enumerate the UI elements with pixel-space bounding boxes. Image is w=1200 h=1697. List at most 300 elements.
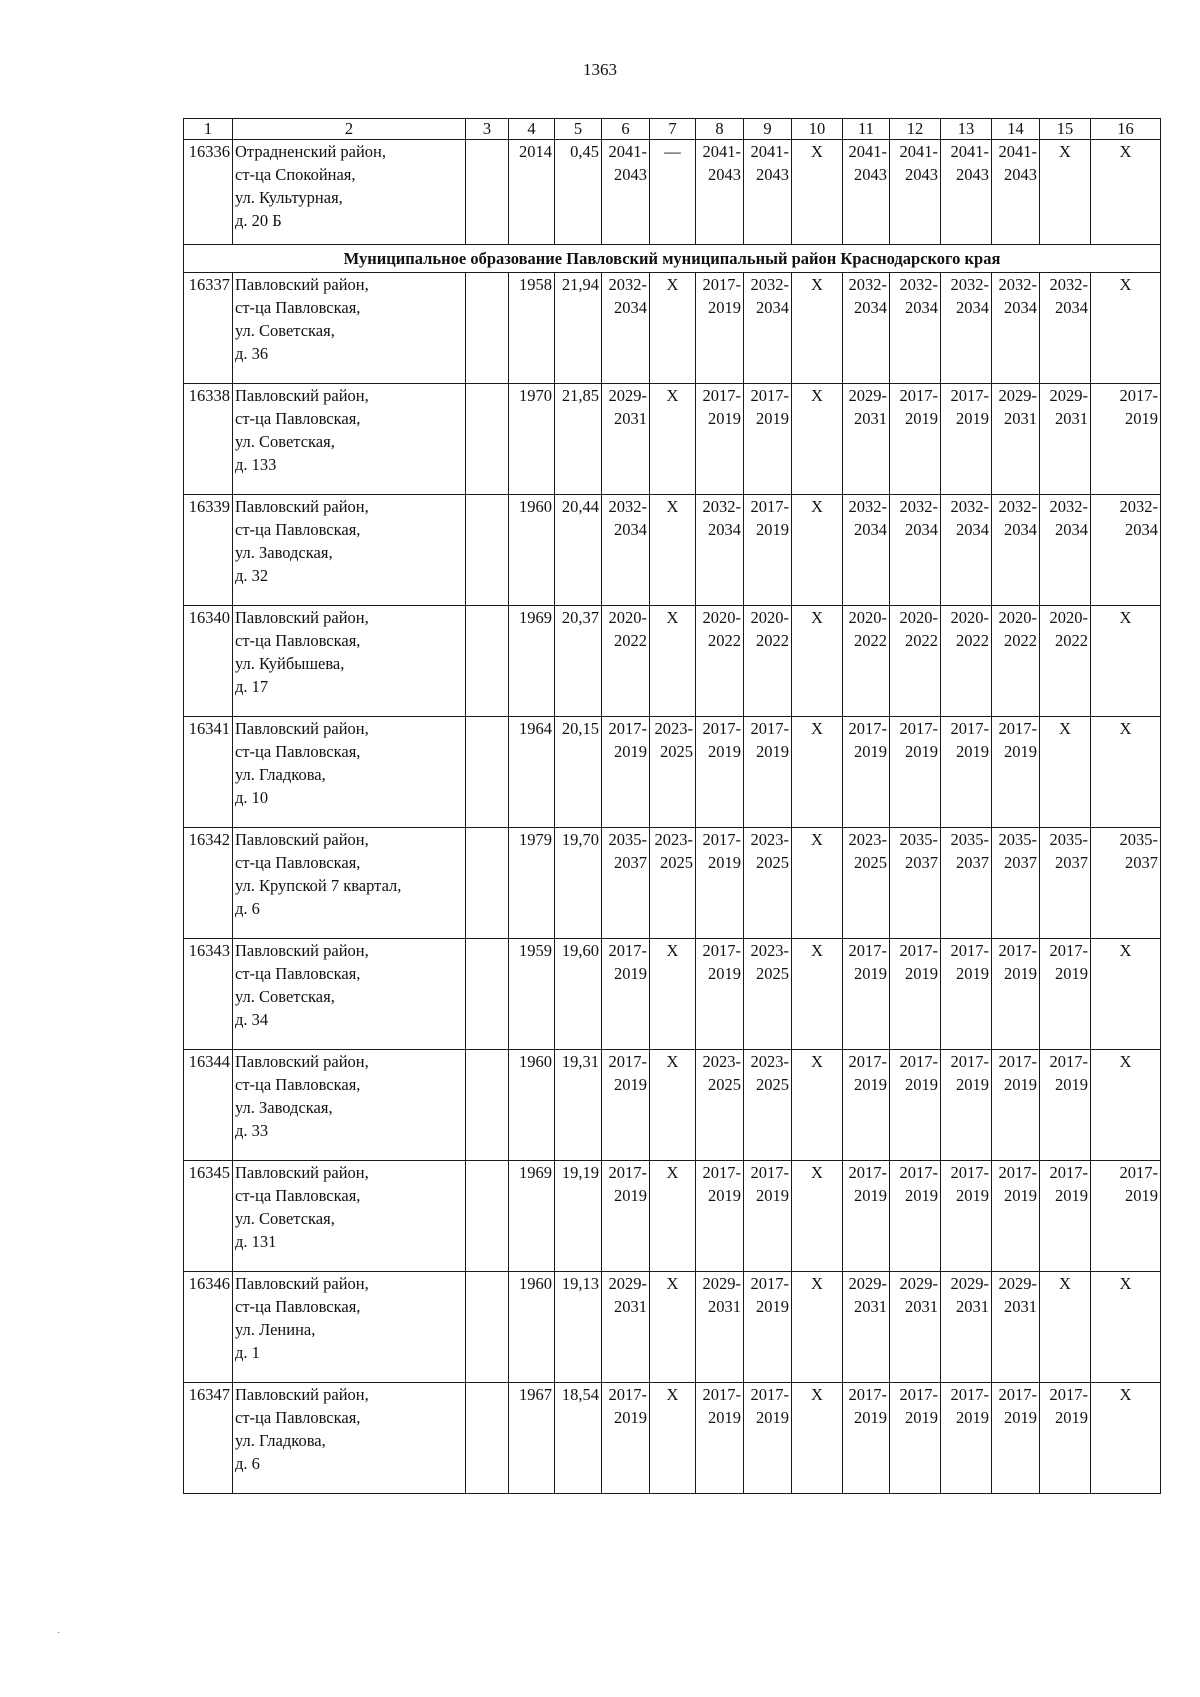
column-3-cell [466, 1383, 509, 1494]
period-line: X [666, 608, 679, 627]
address-line: ул. Заводская, [235, 543, 333, 562]
period-cell [744, 717, 792, 828]
row-number: 16344 [184, 1050, 233, 1161]
period-cell [744, 939, 792, 1050]
period-line: 2034 [756, 298, 789, 317]
period-line: 2019 [854, 1408, 887, 1427]
period-cell [1091, 1050, 1161, 1161]
period-cell [992, 606, 1040, 717]
period-line: 2025 [660, 742, 693, 761]
column-header: 7 [650, 119, 696, 140]
row-number: 16336 [184, 140, 233, 245]
period-cell [941, 828, 992, 939]
row-number: 16343 [184, 939, 233, 1050]
period-cell [1040, 717, 1091, 828]
period-line: 2017- [950, 386, 989, 405]
period-line: 2043 [614, 165, 647, 184]
column-header: 5 [555, 119, 602, 140]
period-line: 2019 [756, 1408, 789, 1427]
period-line: X [666, 1163, 679, 1182]
period-cell [1040, 140, 1091, 245]
period-cell [602, 495, 650, 606]
period-line: 2043 [905, 165, 938, 184]
period-cell [744, 495, 792, 606]
period-line: 2017- [848, 719, 887, 738]
period-line: 2023- [750, 1052, 789, 1071]
year-cell: 1979 [509, 828, 555, 939]
period-cell [1091, 273, 1161, 384]
year-cell: 1964 [509, 717, 555, 828]
address-line: ул. Советская, [235, 321, 335, 340]
table-row [184, 273, 1161, 384]
period-cell [941, 717, 992, 828]
address-line: ул. Заводская, [235, 1098, 333, 1117]
address-line: Павловский район, [235, 497, 369, 516]
year-cell: 1960 [509, 1272, 555, 1383]
period-cell [650, 1050, 696, 1161]
period-cell [650, 273, 696, 384]
period-line: 2034 [956, 520, 989, 539]
period-line: 2031 [1055, 409, 1088, 428]
period-cell [992, 828, 1040, 939]
period-line: 2035- [1119, 830, 1158, 849]
period-line: X [1119, 719, 1132, 738]
period-line: 2035- [1049, 830, 1088, 849]
period-cell [792, 273, 843, 384]
column-header: 16 [1091, 119, 1161, 140]
period-line: 2019 [756, 1297, 789, 1316]
period-line: X [1119, 1385, 1132, 1404]
table-row [184, 1272, 1161, 1383]
period-cell [650, 384, 696, 495]
value-cell: 21,85 [555, 384, 602, 495]
period-line: 2032- [998, 275, 1037, 294]
period-cell [890, 828, 941, 939]
period-cell [890, 140, 941, 245]
period-cell [744, 606, 792, 717]
period-line: 2032- [899, 275, 938, 294]
period-cell [602, 1383, 650, 1494]
period-line: 2017- [702, 386, 741, 405]
period-cell [792, 1161, 843, 1272]
address-line: Павловский район, [235, 608, 369, 627]
year-cell: 1967 [509, 1383, 555, 1494]
period-line: 2019 [1004, 1186, 1037, 1205]
value-cell: 19,70 [555, 828, 602, 939]
address-line: ст-ца Павловская, [235, 1075, 361, 1094]
period-line: 2017- [848, 941, 887, 960]
period-cell [744, 1161, 792, 1272]
period-cell [843, 1161, 890, 1272]
period-cell [1091, 140, 1161, 245]
period-cell [602, 384, 650, 495]
period-line: 2034 [1055, 298, 1088, 317]
row-number: 16337 [184, 273, 233, 384]
period-line: 2032- [950, 497, 989, 516]
row-number: 16342 [184, 828, 233, 939]
value-cell: 20,37 [555, 606, 602, 717]
register-table [183, 118, 1161, 1494]
address-line: ст-ца Павловская, [235, 520, 361, 539]
period-line: 2019 [1004, 1408, 1037, 1427]
period-cell [890, 717, 941, 828]
period-line: — [664, 142, 681, 161]
period-line: 2029- [998, 1274, 1037, 1293]
period-line: 2041- [899, 142, 938, 161]
period-line: 2017- [750, 497, 789, 516]
period-line: 2017- [998, 1163, 1037, 1182]
period-cell [696, 140, 744, 245]
address-line: Отрадненский район, [235, 142, 387, 161]
column-3-cell [466, 1161, 509, 1272]
period-line: 2017- [608, 719, 647, 738]
period-line: 2019 [905, 409, 938, 428]
period-cell [941, 1272, 992, 1383]
table-row [184, 606, 1161, 717]
row-number: 16338 [184, 384, 233, 495]
address-line: Павловский район, [235, 941, 369, 960]
value-cell: 21,94 [555, 273, 602, 384]
period-line: 2019 [756, 742, 789, 761]
section-heading-row [184, 245, 1161, 273]
table-row [184, 717, 1161, 828]
period-line: 2029- [1049, 386, 1088, 405]
period-cell [843, 140, 890, 245]
period-line: 2034 [905, 298, 938, 317]
period-cell [992, 273, 1040, 384]
period-cell [744, 1272, 792, 1383]
table-row [184, 939, 1161, 1050]
period-cell [890, 939, 941, 1050]
address-cell [233, 273, 466, 384]
period-cell [602, 1161, 650, 1272]
column-header: 4 [509, 119, 555, 140]
period-line: 2020- [950, 608, 989, 627]
period-line: X [666, 275, 679, 294]
period-line: 2023- [750, 941, 789, 960]
period-cell [792, 606, 843, 717]
period-cell [1040, 495, 1091, 606]
period-line: X [811, 386, 823, 405]
period-line: 2034 [1004, 520, 1037, 539]
period-line: X [666, 941, 679, 960]
period-cell [602, 273, 650, 384]
column-3-cell [466, 828, 509, 939]
period-line: 2019 [614, 742, 647, 761]
period-line: 2017- [899, 386, 938, 405]
period-line: 2029- [702, 1274, 741, 1293]
address-line: ст-ца Павловская, [235, 742, 361, 761]
period-line: 2017- [950, 941, 989, 960]
period-cell [941, 495, 992, 606]
period-cell [941, 273, 992, 384]
period-line: 2017- [998, 941, 1037, 960]
period-cell [890, 1050, 941, 1161]
value-cell: 19,13 [555, 1272, 602, 1383]
period-cell [1091, 1272, 1161, 1383]
period-cell [650, 1383, 696, 1494]
period-cell [650, 828, 696, 939]
period-cell [1040, 384, 1091, 495]
period-line: 2031 [854, 1297, 887, 1316]
period-line: 2019 [708, 742, 741, 761]
period-line: 2029- [998, 386, 1037, 405]
column-header: 11 [843, 119, 890, 140]
period-cell [650, 1161, 696, 1272]
period-cell [1091, 828, 1161, 939]
column-header: 1 [184, 119, 233, 140]
period-cell [744, 1383, 792, 1494]
period-line: 2032- [1049, 275, 1088, 294]
period-cell [843, 939, 890, 1050]
period-cell [890, 495, 941, 606]
period-line: 2041- [848, 142, 887, 161]
period-line: 2019 [905, 964, 938, 983]
period-line: 2019 [956, 409, 989, 428]
address-line: ст-ца Павловская, [235, 1297, 361, 1316]
period-line: X [811, 1274, 823, 1293]
period-line: X [1119, 941, 1132, 960]
period-line: X [811, 608, 823, 627]
period-cell [696, 939, 744, 1050]
period-line: 2023- [750, 830, 789, 849]
period-cell [843, 828, 890, 939]
address-cell [233, 828, 466, 939]
period-cell [696, 1272, 744, 1383]
period-line: 2017- [702, 941, 741, 960]
address-line: ст-ца Павловская, [235, 631, 361, 650]
period-cell [602, 606, 650, 717]
year-cell: 1960 [509, 1050, 555, 1161]
period-cell [843, 1272, 890, 1383]
period-cell [992, 140, 1040, 245]
period-line: 2029- [608, 1274, 647, 1293]
period-cell [792, 1383, 843, 1494]
address-cell [233, 1161, 466, 1272]
period-cell [696, 828, 744, 939]
period-line: 2017- [998, 719, 1037, 738]
period-cell [941, 140, 992, 245]
value-cell: 0,45 [555, 140, 602, 245]
period-line: 2020- [998, 608, 1037, 627]
address-line: д. 131 [235, 1232, 277, 1251]
period-line: 2031 [1004, 1297, 1037, 1316]
period-cell [602, 140, 650, 245]
address-cell [233, 1272, 466, 1383]
period-line: 2035- [608, 830, 647, 849]
table-row [184, 1383, 1161, 1494]
period-line: 2035- [998, 830, 1037, 849]
address-line: ул. Гладкова, [235, 765, 326, 784]
table-row [184, 384, 1161, 495]
period-cell [1040, 1383, 1091, 1494]
table-row [184, 828, 1161, 939]
column-3-cell [466, 939, 509, 1050]
period-line: X [666, 386, 679, 405]
period-line: 2022 [1004, 631, 1037, 650]
period-line: 2017- [702, 1163, 741, 1182]
period-cell [992, 384, 1040, 495]
period-cell [992, 939, 1040, 1050]
period-line: 2017- [950, 719, 989, 738]
address-cell [233, 1383, 466, 1494]
period-line: 2031 [854, 409, 887, 428]
period-line: X [811, 830, 823, 849]
period-line: 2020- [702, 608, 741, 627]
period-cell [890, 273, 941, 384]
period-line: 2019 [1055, 964, 1088, 983]
column-header: 12 [890, 119, 941, 140]
address-line: ул. Культурная, [235, 188, 343, 207]
column-3-cell [466, 140, 509, 245]
row-number: 16347 [184, 1383, 233, 1494]
period-line: 2023- [848, 830, 887, 849]
address-line: ст-ца Павловская, [235, 853, 361, 872]
period-cell [941, 939, 992, 1050]
period-cell [1091, 495, 1161, 606]
address-line: ст-ца Павловская, [235, 964, 361, 983]
period-line: 2032- [899, 497, 938, 516]
address-line: Павловский район, [235, 1163, 369, 1182]
year-cell: 1970 [509, 384, 555, 495]
period-line: 2025 [854, 853, 887, 872]
period-line: 2017- [950, 1385, 989, 1404]
address-cell [233, 140, 466, 245]
address-line: д. 10 [235, 788, 269, 807]
period-cell [1091, 606, 1161, 717]
address-cell [233, 606, 466, 717]
period-cell [650, 939, 696, 1050]
period-line: 2034 [1004, 298, 1037, 317]
column-3-cell [466, 273, 509, 384]
period-line: 2020- [1049, 608, 1088, 627]
period-line: 2019 [1004, 1075, 1037, 1094]
period-cell [1040, 1272, 1091, 1383]
period-line: 2025 [756, 1075, 789, 1094]
period-line: 2017- [702, 719, 741, 738]
address-line: д. 33 [235, 1121, 269, 1140]
period-line: 2019 [1055, 1408, 1088, 1427]
period-cell [744, 1050, 792, 1161]
column-header: 3 [466, 119, 509, 140]
period-line: X [1119, 608, 1132, 627]
period-line: 2017- [848, 1385, 887, 1404]
address-line: Павловский район, [235, 719, 369, 738]
period-line: 2025 [756, 853, 789, 872]
period-line: 2032- [950, 275, 989, 294]
period-cell [696, 384, 744, 495]
period-line: 2019 [956, 1186, 989, 1205]
address-line: д. 1 [235, 1343, 260, 1362]
period-line: 2031 [905, 1297, 938, 1316]
column-header: 2 [233, 119, 466, 140]
address-line: Павловский район, [235, 1052, 369, 1071]
period-cell [696, 1383, 744, 1494]
period-line: 2019 [708, 1186, 741, 1205]
period-line: 2022 [905, 631, 938, 650]
address-cell [233, 495, 466, 606]
period-line: 2019 [854, 964, 887, 983]
period-line: 2019 [1125, 409, 1158, 428]
period-cell [1040, 939, 1091, 1050]
address-line: Павловский район, [235, 830, 369, 849]
period-line: X [666, 1052, 679, 1071]
period-line: 2032- [1049, 497, 1088, 516]
period-line: X [666, 497, 679, 516]
column-header: 8 [696, 119, 744, 140]
period-cell [602, 828, 650, 939]
address-line: Павловский район, [235, 1274, 369, 1293]
period-line: 2019 [614, 964, 647, 983]
period-line: 2022 [1055, 631, 1088, 650]
period-cell [992, 1272, 1040, 1383]
period-line: X [811, 1052, 823, 1071]
period-line: X [1119, 1052, 1132, 1071]
period-line: 2017- [899, 719, 938, 738]
period-cell [602, 1050, 650, 1161]
period-cell [1040, 606, 1091, 717]
period-line: 2023- [702, 1052, 741, 1071]
period-line: 2019 [756, 409, 789, 428]
period-line: 2017- [1049, 1052, 1088, 1071]
year-cell: 1969 [509, 1161, 555, 1272]
value-cell: 19,19 [555, 1161, 602, 1272]
year-cell: 1959 [509, 939, 555, 1050]
address-line: ул. Ленина, [235, 1320, 316, 1339]
period-line: 2034 [1055, 520, 1088, 539]
period-cell [792, 1272, 843, 1383]
period-line: 2019 [1004, 964, 1037, 983]
period-line: 2034 [708, 520, 741, 539]
period-line: 2019 [756, 520, 789, 539]
period-line: 2017- [899, 941, 938, 960]
row-number: 16341 [184, 717, 233, 828]
period-cell [1091, 1383, 1161, 1494]
period-line: 2025 [708, 1075, 741, 1094]
column-header: 6 [602, 119, 650, 140]
row-number: 16339 [184, 495, 233, 606]
period-cell [843, 1050, 890, 1161]
year-cell: 1960 [509, 495, 555, 606]
period-cell [890, 606, 941, 717]
period-line: X [811, 142, 823, 161]
period-line: 2020- [608, 608, 647, 627]
period-line: 2019 [956, 964, 989, 983]
column-3-cell [466, 1050, 509, 1161]
period-cell [792, 384, 843, 495]
period-line: 2029- [608, 386, 647, 405]
period-line: 2041- [750, 142, 789, 161]
period-cell [650, 606, 696, 717]
address-line: ул. Гладкова, [235, 1431, 326, 1450]
period-line: 2034 [1125, 520, 1158, 539]
address-line: д. 36 [235, 344, 269, 363]
period-cell [1091, 939, 1161, 1050]
address-line: Павловский район, [235, 1385, 369, 1404]
period-line: 2019 [1004, 742, 1037, 761]
table-row [184, 1050, 1161, 1161]
period-cell [992, 1050, 1040, 1161]
period-line: 2043 [1004, 165, 1037, 184]
row-number: 16340 [184, 606, 233, 717]
address-line: д. 6 [235, 899, 260, 918]
column-header: 9 [744, 119, 792, 140]
address-line: ст-ца Павловская, [235, 1408, 361, 1427]
period-cell [992, 1161, 1040, 1272]
address-line: д. 20 Б [235, 211, 282, 230]
period-line: 2037 [1004, 853, 1037, 872]
period-cell [843, 606, 890, 717]
